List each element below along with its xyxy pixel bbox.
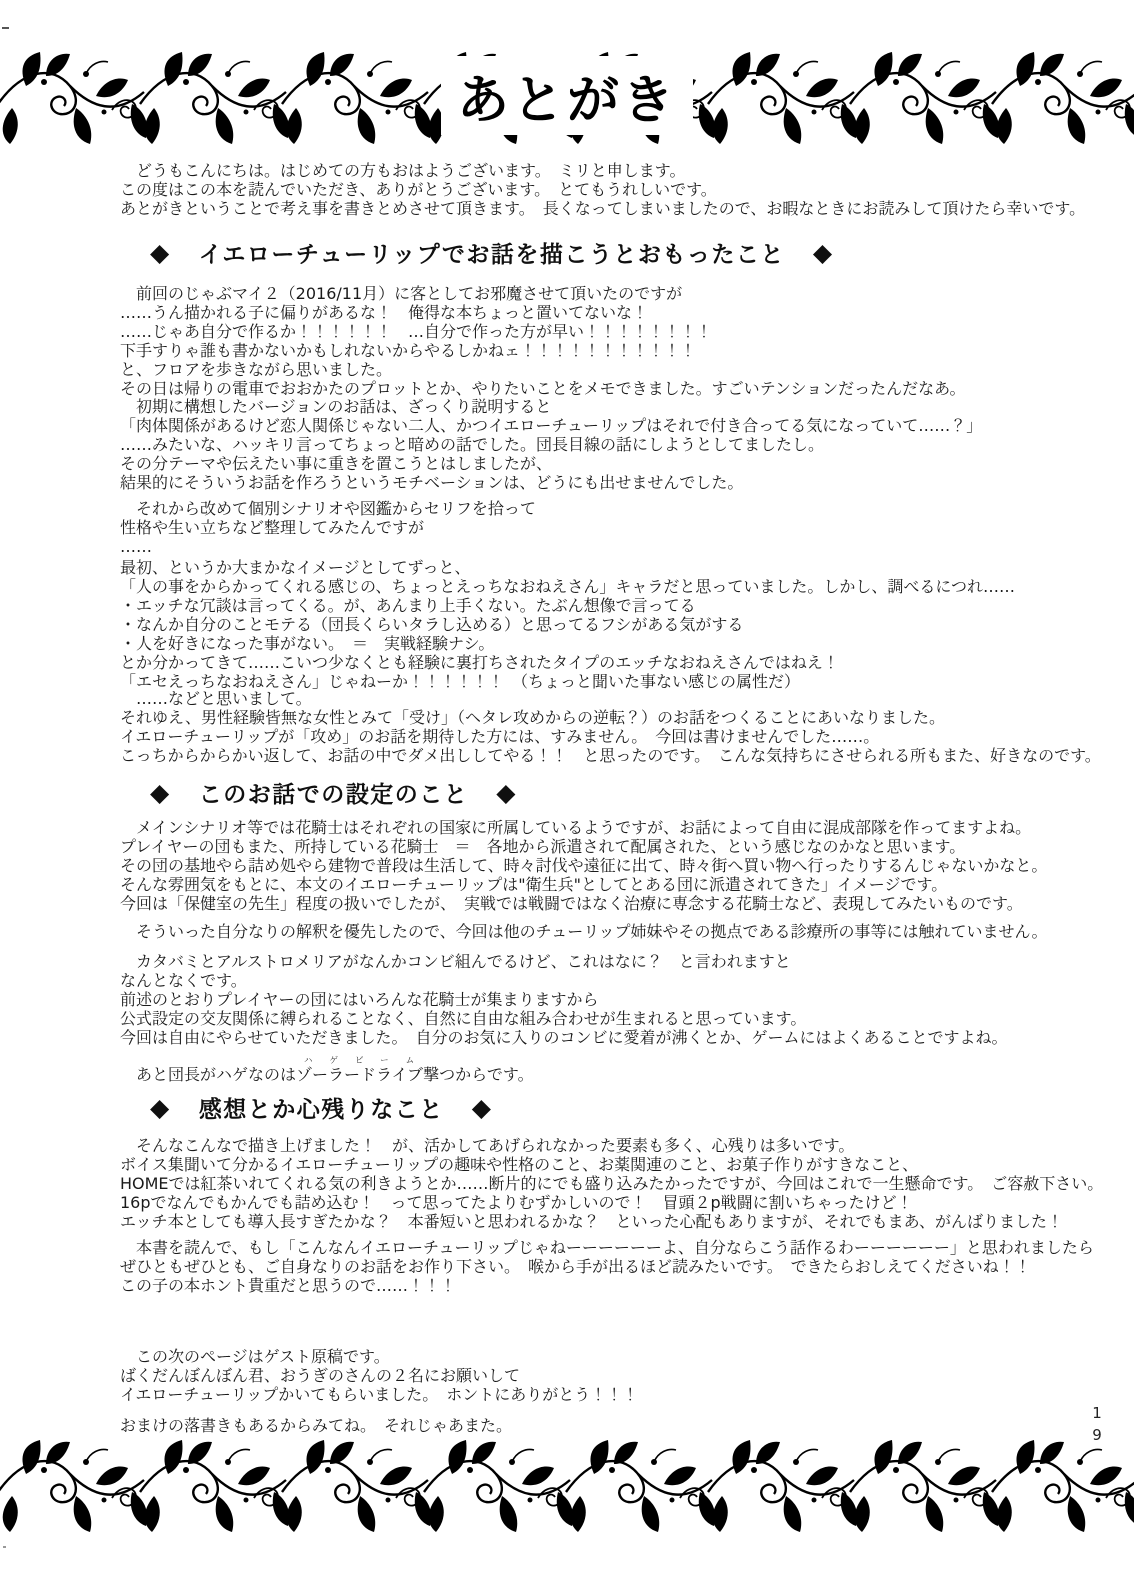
text-line: ばくだんぼんぼん君、おうぎのさんの２名にお願いして (120, 1366, 521, 1385)
text-line: HOMEでは紅茶いれてくれる気の利きようとか……断片的にでも盛り込みたかったですが、今回はこれで一生懸命です。 ご容赦下さい。 (120, 1174, 1104, 1193)
page-number-digit: 9 (1092, 1426, 1102, 1444)
page-title: あとがき (441, 56, 693, 135)
text-line: プレイヤーの団もまた、所持している花騎士 ＝ 各地から派遣されて配属された、という感じなのかなと思います。 (120, 837, 966, 856)
text-line: なんとなくです。 (120, 971, 247, 990)
text-line: 最初、というか大まかなイメージとしてずっと、 (120, 558, 471, 577)
diamond-icon: ◆ (471, 1093, 493, 1122)
text-line: ……などと思いまして。 (120, 689, 312, 708)
text-line: そんなこんなで描き上げました！ が、活かしてあげられなかった要素も多く、心残りは多いです。 (120, 1136, 855, 1155)
ruby-base: ゾーラードライブ (296, 1065, 424, 1084)
text-line: 今回は「保健室の先生」程度の扱いでしたが、 実戦では戦闘ではなく治療に専念する花騎士など、表現してみたいものです。 (120, 894, 1023, 913)
floral-border-bottom (0, 1440, 1134, 1534)
text-line: その日は帰りの電車でおおかたのプロットとか、やりたいことをメモできました。すごいテンションだったんだなあ。 (120, 379, 966, 398)
text-line: ……うん描かれる子に偏りがあるな！ 俺得な本ちょっと置いてないな！ (120, 303, 649, 322)
section-title: イエローチューリップでお話を描こうとおもったこと (198, 242, 785, 268)
text-line: ・なんか自分のことモテる（団長くらいタラし込める）と思ってるフシがある気がする (120, 615, 744, 634)
text-line: おまけの落書きもあるからみてね。 それじゃあまた。 (120, 1416, 513, 1435)
text-line: 「肉体関係があるけど恋人関係じゃない二人、かつイエローチューリップはそれで付き合ってる気になっていて……？」 (120, 416, 983, 435)
diamond-icon: ◆ (150, 1093, 171, 1122)
text-line: 初期に構想したバージョンのお話は、ざっくり説明すると (120, 397, 552, 416)
text-line: それから改めて個別シナリオや図鑑からセリフを拾って (120, 499, 536, 518)
section-title: 感想とか心残りなこと (198, 1097, 444, 1123)
text-line: メインシナリオ等では花騎士はそれぞれの国家に所属しているようですが、お話によって自由に混成部隊を作ってますよね。 (120, 818, 1032, 837)
text-line: それゆえ、男性経験皆無な女性とみて「受け」（ヘタレ攻めからの逆転？）のお話をつくることにあいなりました。 (120, 708, 945, 727)
section-header (150, 776, 517, 809)
ruby-post-text: 撃つからです。 (423, 1065, 534, 1084)
text-line: 結果的にそういうお話を作ろうというモチベーションは、どうにも出せませんでした。 (120, 473, 744, 492)
text-line: イエローチューリップかいてもらいました。 ホントにありがとう！！！ (120, 1385, 639, 1404)
section-header (150, 1091, 492, 1124)
text-line: この子の本ホント貴重だと思うので……！！！ (120, 1276, 457, 1295)
ruby-text: ハゲビーム (296, 1056, 424, 1066)
floral-vine-ornament (0, 1440, 1134, 1534)
text-line: その分テーマや伝えたい事に重きを置こうとはしましたが、 (120, 454, 553, 473)
text-line: 性格や生い立ちなど整理してみたんですが (120, 518, 425, 537)
text-line: とか分かってきて……こいつ少なくとも経験に裏打ちされたタイプのエッチなおねえさんではねえ！ (120, 653, 839, 672)
text-line: と、フロアを歩きながら思いました。 (120, 360, 393, 379)
text-line: 公式設定の交友関係に縛られることなく、自然に自由な組み合わせが生まれると思っています。 (120, 1009, 807, 1028)
text-line: ……みたいな、ハッキリ言ってちょっと暗めの話でした。団長目線の話にしようとしてましたし。 (120, 435, 825, 454)
text-line: 今回は自由にやらせていただきました。 自分のお気に入りのコンビに愛着が沸くとか、ゲームにはよくあることですよね。 (120, 1028, 1008, 1047)
section-title: このお話での設定のこと (198, 782, 469, 808)
text-line: そんな雰囲気をもとに、本文のイエローチューリップは"衛生兵"としてとある団に派遣されてきた」イメージです。 (120, 875, 948, 894)
trim-mark (2, 27, 9, 29)
text-line: あとがきということで考え事を書きとめさせて頂きます。 長くなってしまいましたので、お暇なときにお読みして頂けたら幸いです。 (120, 199, 1086, 218)
text-line-with-ruby (120, 1056, 534, 1084)
diamond-icon: ◆ (150, 778, 171, 807)
text-line: その団の基地やら詰め処やら建物で普段は生活して、時々討伐や遠征に出て、時々街へ買い物へ行ったりするんじゃないかなと。 (120, 856, 1048, 875)
text-line: ボイス集聞いて分かるイエローチューリップの趣味や性格のこと、お薬関連のこと、お菓子作りがすきなこと、 (120, 1155, 919, 1174)
text-line: 16pでなんでもかんでも詰め込む！ って思ってたよりむずかしいので！ 冒頭２p戦闘に割いちゃったけど！ (120, 1193, 913, 1212)
ruby-annotation (296, 1056, 424, 1084)
text-line: こっちからからかい返して、お話の中でダメ出ししてやる！！ と思ったのです。 こんな気持ちにさせられる所もまた、好きなのです。 (120, 746, 1101, 765)
diamond-icon: ◆ (150, 238, 171, 267)
text-line: 「エセえっちなおねえさん」じゃねーか！！！！！！ （ちょっと聞いた事ない感じの属性だ） (120, 672, 801, 691)
text-line: この度はこの本を読んでいただき、ありがとうございます。 とてもうれしいです。 (120, 180, 717, 199)
text-line: 前回のじゃぶマイ２（2016/11月）に客としてお邪魔させて頂いたのですが (120, 284, 683, 303)
page-number-digit: 1 (1092, 1404, 1102, 1422)
ruby-pre-text: あと団長がハゲなのは (120, 1065, 297, 1084)
text-line: 下手すりゃ誰も書かないかもしれないからやるしかねェ！！！！！！！！！！！ (120, 341, 697, 360)
trim-mark (3, 1546, 6, 1548)
text-line: ……じゃあ自分で作るか！！！！！！ …自分で作った方が早い！！！！！！！！ (120, 322, 713, 341)
diamond-icon: ◆ (496, 778, 517, 807)
text-line: この次のページはゲスト原稿です。 (120, 1347, 390, 1366)
text-line: どうもこんにちは。はじめての方もおはようございます。 ミリと申します。 (120, 161, 686, 180)
text-line: カタバミとアルストロメリアがなんかコンビ組んでるけど、これはなに？ と言われますと (120, 952, 791, 971)
text-line: ・人を好きになった事がない。 ＝ 実戦経験ナシ。 (120, 634, 495, 653)
text-line: 本書を読んで、もし「こんなんイエローチューリップじゃねーーーーーーよ、自分ならこう話作るわーーーーーー」と思われましたら (120, 1238, 1094, 1257)
text-line: …… (120, 537, 152, 556)
text-line: 「人の事をからかってくれる感じの、ちょっとえっちなおねえさん」キャラだと思っていました。しかし、調べるにつれ…… (120, 577, 1016, 596)
text-line: そういった自分なりの解釈を優先したので、今回は他のチューリップ姉妹やその拠点である診療所の事等には触れていません。 (120, 922, 1048, 941)
text-line: ぜひともぜひとも、ご自身なりのお話をお作り下さい。 喉から手が出るほど読みたいです。 できたらおしえてくださいね！！ (120, 1257, 1031, 1276)
section-header (150, 236, 834, 269)
text-line: イエローチューリップが「攻め」のお話を期待した方には、すみません。 今回は書けませんでした……。 (120, 727, 880, 746)
text-line: エッチ本としても導入長すぎたかな？ 本番短いと思われるかな？ といった心配もありますが、それでもまあ、がんばりました！ (120, 1212, 1064, 1231)
diamond-icon: ◆ (812, 238, 834, 267)
text-line: 前述のとおりプレイヤーの団にはいろんな花騎士が集まりますから (120, 990, 599, 1009)
text-line: ・エッチな冗談は言ってくる。が、あんまり上手くない。たぶん想像で言ってる (120, 596, 696, 615)
